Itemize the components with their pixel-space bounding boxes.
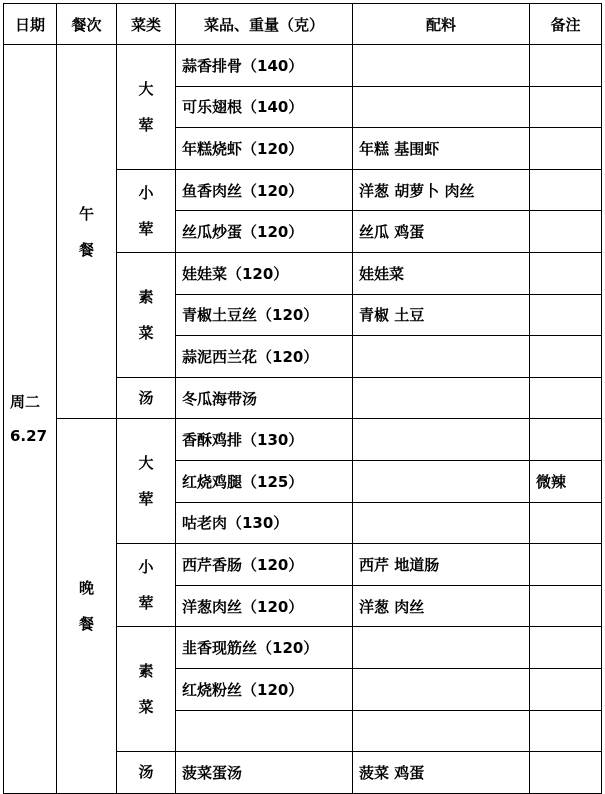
menu-body	[4, 45, 602, 794]
header-dish-weight: 菜品、重量（克）	[176, 4, 353, 45]
category-text	[138, 549, 153, 621]
day-cell	[4, 45, 57, 794]
category-char: 荤	[138, 219, 154, 238]
notes-cell	[530, 502, 602, 544]
dinner-meal-text	[79, 570, 94, 642]
notes-cell	[530, 419, 602, 461]
header-row	[4, 4, 602, 45]
ingredients-cell: 菠菜 鸡蛋	[353, 752, 530, 794]
dish-cell: 蒜泥西兰花（120）	[176, 336, 353, 378]
category-char: 汤	[138, 389, 154, 408]
category-char: 汤	[138, 763, 154, 782]
lunch-meal-char: 午	[78, 204, 94, 223]
ingredients-cell: 西芹 地道肠	[353, 544, 530, 586]
category-text	[138, 445, 153, 517]
dish-cell: 香酥鸡排（130）	[176, 419, 353, 461]
dish-cell: 可乐翅根（140）	[176, 86, 353, 128]
dish-cell	[176, 710, 353, 752]
ingredients-cell	[353, 45, 530, 87]
menu-table	[3, 3, 602, 794]
category-cell	[117, 45, 176, 170]
category-text	[138, 71, 153, 143]
table-row	[4, 45, 602, 87]
notes-cell	[530, 377, 602, 419]
dish-cell: 丝瓜炒蛋（120）	[176, 211, 353, 253]
category-char: 素	[138, 287, 154, 306]
category-cell	[117, 252, 176, 377]
ingredients-cell: 年糕 基围虾	[353, 128, 530, 170]
header-category: 菜类	[117, 4, 176, 45]
ingredients-cell: 洋葱 肉丝	[353, 585, 530, 627]
notes-cell	[530, 252, 602, 294]
dish-cell: 韭香现筋丝（120）	[176, 627, 353, 669]
dish-cell: 娃娃菜（120）	[176, 252, 353, 294]
ingredients-cell	[353, 377, 530, 419]
dinner-meal-cell	[57, 419, 117, 793]
ingredients-cell: 洋葱 胡萝卜 肉丝	[353, 169, 530, 211]
category-char: 素	[138, 662, 154, 681]
dinner-meal-char: 餐	[78, 615, 94, 634]
dish-cell: 咕老肉（130）	[176, 502, 353, 544]
notes-cell	[530, 86, 602, 128]
category-text	[138, 279, 153, 351]
ingredients-cell: 丝瓜 鸡蛋	[353, 211, 530, 253]
notes-cell	[530, 128, 602, 170]
category-text	[138, 380, 153, 416]
category-char: 菜	[138, 698, 154, 717]
category-char: 荤	[138, 115, 154, 134]
category-char: 大	[138, 79, 154, 98]
notes-cell	[530, 45, 602, 87]
category-cell	[117, 752, 176, 794]
category-char: 荤	[138, 490, 154, 509]
date-label: 6.27	[10, 426, 48, 445]
notes-cell	[530, 668, 602, 710]
notes-cell	[530, 710, 602, 752]
ingredients-cell	[353, 419, 530, 461]
dish-cell: 青椒土豆丝（120）	[176, 294, 353, 336]
notes-cell	[530, 627, 602, 669]
ingredients-cell	[353, 336, 530, 378]
weekday-label: 周二	[10, 392, 41, 411]
dish-cell: 年糕烧虾（120）	[176, 128, 353, 170]
category-char: 大	[138, 454, 154, 473]
category-cell	[117, 169, 176, 252]
notes-cell	[530, 336, 602, 378]
notes-cell	[530, 585, 602, 627]
ingredients-cell	[353, 86, 530, 128]
ingredients-cell	[353, 460, 530, 502]
table-row	[4, 419, 602, 461]
notes-cell	[530, 169, 602, 211]
lunch-meal-cell	[57, 45, 117, 419]
header-ingredients: 配料	[353, 4, 530, 45]
category-cell	[117, 627, 176, 752]
ingredients-cell: 青椒 土豆	[353, 294, 530, 336]
notes-cell	[530, 294, 602, 336]
category-text	[138, 754, 153, 790]
dish-cell: 鱼香肉丝（120）	[176, 169, 353, 211]
notes-cell	[530, 211, 602, 253]
category-cell	[117, 544, 176, 627]
dinner-meal-char: 晚	[78, 579, 94, 598]
category-cell	[117, 377, 176, 419]
category-cell	[117, 419, 176, 544]
dish-cell: 洋葱肉丝（120）	[176, 585, 353, 627]
dish-cell: 蒜香排骨（140）	[176, 45, 353, 87]
category-char: 小	[138, 558, 154, 577]
dish-cell: 红烧粉丝（120）	[176, 668, 353, 710]
ingredients-cell	[353, 627, 530, 669]
ingredients-cell: 娃娃菜	[353, 252, 530, 294]
ingredients-cell	[353, 502, 530, 544]
dish-cell: 菠菜蛋汤	[176, 752, 353, 794]
category-char: 菜	[138, 323, 154, 342]
category-text	[138, 175, 153, 247]
notes-cell	[530, 544, 602, 586]
header-meal: 餐次	[57, 4, 117, 45]
ingredients-cell	[353, 710, 530, 752]
dish-cell: 红烧鸡腿（125）	[176, 460, 353, 502]
header-notes: 备注	[530, 4, 602, 45]
ingredients-cell	[353, 668, 530, 710]
notes-cell	[530, 752, 602, 794]
category-text	[138, 653, 153, 725]
lunch-meal-text	[79, 196, 94, 268]
lunch-meal-char: 餐	[78, 240, 94, 259]
notes-cell: 微辣	[530, 460, 602, 502]
category-char: 小	[138, 183, 154, 202]
category-char: 荤	[138, 594, 154, 613]
dish-cell: 西芹香肠（120）	[176, 544, 353, 586]
dish-cell: 冬瓜海带汤	[176, 377, 353, 419]
header-date: 日期	[4, 4, 57, 45]
